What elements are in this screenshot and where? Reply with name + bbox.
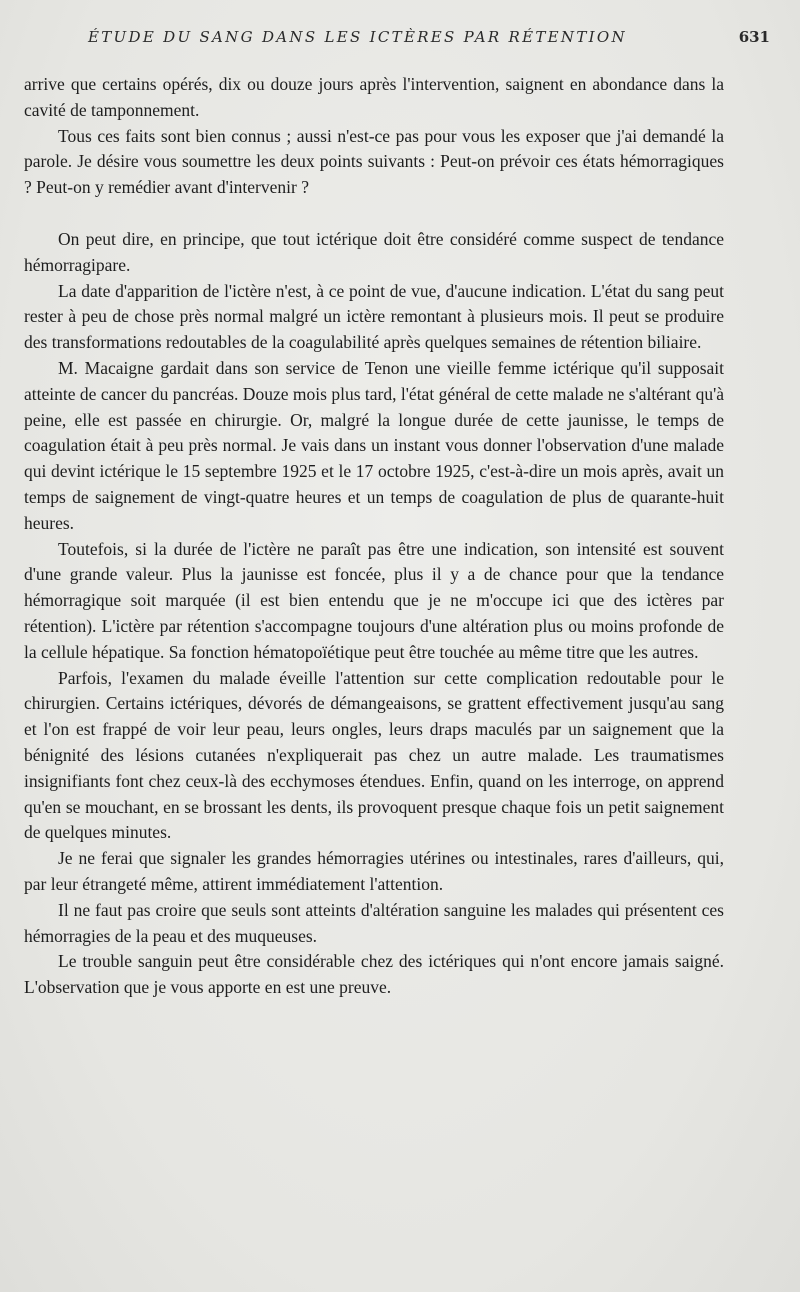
paragraph: Toutefois, si la durée de l'ictère ne paraît pas être une indication, son intensité est souvent d'une grande valeur. Plus la jaunisse est foncée, plus il y a de chance pour que la tendance hémorragique soit marquée (il est bien entendu que je ne m'occupe ici que des ictères par rétention). L'ictère par rétention s'accompagne toujours d'une altération plus ou moins profonde de la cellule hépatique. Sa fonction hématopoïétique peut être touchée au même titre que les autres. [24, 538, 724, 662]
page-number: 631 [738, 28, 770, 46]
running-title: ÉTUDE DU SANG DANS LES ICTÈRES PAR RÉTENTION [88, 28, 627, 46]
paragraph: Tous ces faits sont bien connus ; aussi n'est-ce pas pour vous les exposer que j'ai demandé la parole. Je désire vous soumettre les deux points suivants : Peut-on prévoir ces états hémorragiques ? Peut-on y remédier avant d'intervenir ? [24, 125, 724, 198]
page-body [24, 72, 724, 1001]
paragraph: On peut dire, en principe, que tout ictérique doit être considéré comme suspect de tendance hémorragipare. [24, 228, 724, 275]
paragraph: M. Macaigne gardait dans son service de Tenon une vieille femme ictérique qu'il supposait atteinte de cancer du pancréas. Douze mois plus tard, l'état général de cette malade ne s'altérant qu'à peine, elle est passée en chirurgie. Or, malgré la longue durée de cette jaunisse, le temps de coagulation était à peu près normal. Je vais dans un instant vous donner l'observation d'une malade qui devint ictérique le 15 septembre 1925 et le 17 octobre 1925, c'est-à-dire un mois après, avait un temps de saignement de vingt-quatre heures et un temps de coagulation de plus de quarante-huit heures. [24, 357, 724, 533]
paragraph: Le trouble sanguin peut être considérable chez des ictériques qui n'ont encore jamais saigné. L'observation que je vous apporte en est une preuve. [24, 951, 724, 998]
paragraph: Parfois, l'examen du malade éveille l'attention sur cette complication redoutable pour le chirurgien. Certains ictériques, dévorés de démangeaisons, se grattent effectivement jusqu'au sang et l'on est frappé de voir leur peau, leurs ongles, leurs draps maculés par un saignement que la bénignité des lésions cutanées n'expliquerait pas chez un autre malade. Les traumatismes insignifiants font chez ceux-là des ecchymoses étendues. Enfin, quand on les interroge, on apprend qu'en se mouchant, en se brossant les dents, ils provoquent presque chaque fois un petit saignement de quelques minutes. [24, 667, 724, 843]
paragraph: arrive que certains opérés, dix ou douze jours après l'intervention, saignent en abondance dans la cavité de tamponnement. [24, 74, 724, 120]
paragraph: Je ne ferai que signaler les grandes hémorragies utérines ou intestinales, rares d'ailleurs, qui, par leur étrangeté même, attirent immédiatement l'attention. [24, 848, 724, 894]
paragraph: La date d'apparition de l'ictère n'est, à ce point de vue, d'aucune indication. L'état du sang peut rester à peu de chose près normal malgré un ictère remontant à plusieurs mois. Il peut se produire des transformations redoutables de la coagulabilité après quelques semaines de rétention biliaire. [24, 280, 724, 353]
paragraph: Il ne faut pas croire que seuls sont atteints d'altération sanguine les malades qui présentent ces hémorragies de la peau et des muqueuses. [24, 899, 724, 946]
